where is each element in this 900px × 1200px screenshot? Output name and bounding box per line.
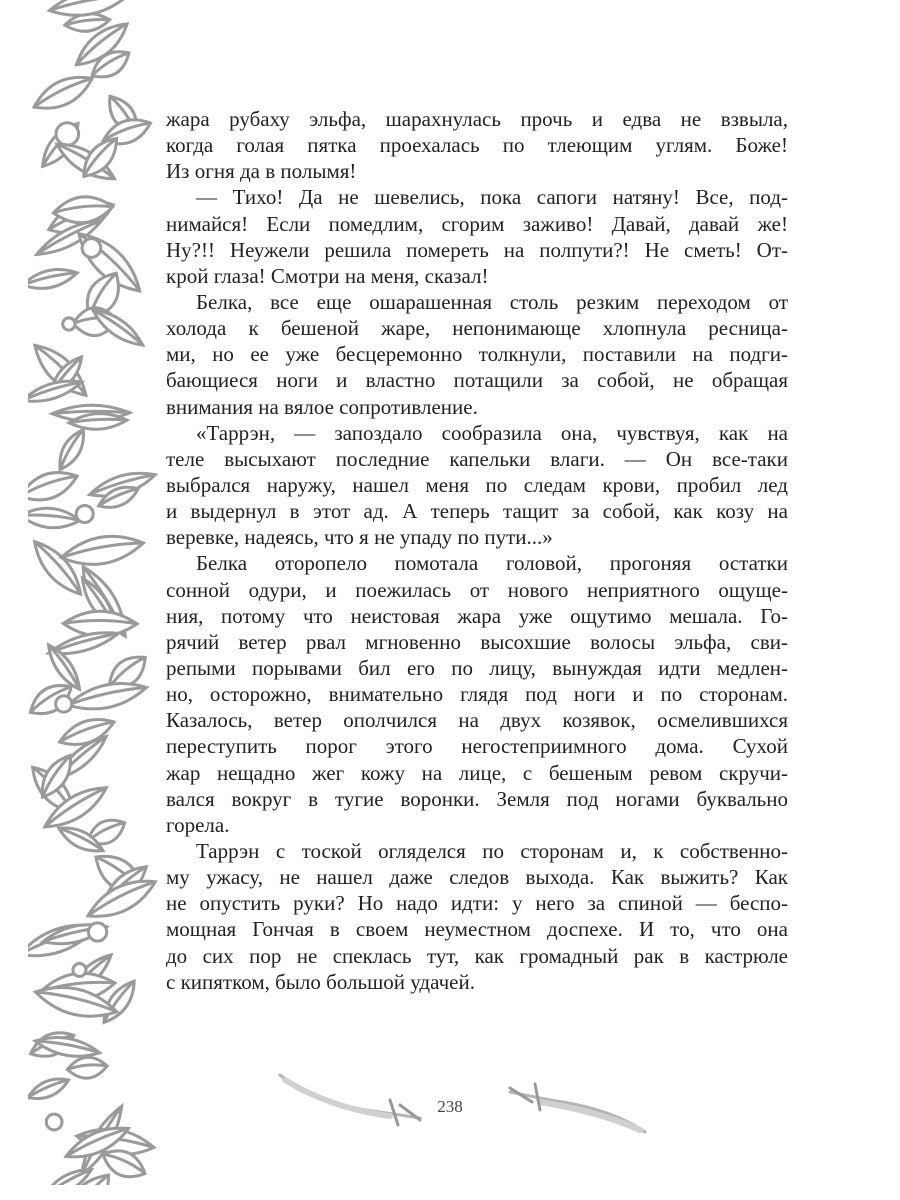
leaf-icon bbox=[59, 530, 146, 571]
text-line: внимания на вялое сопротивление. bbox=[166, 394, 478, 419]
text-line: Ну?!! Неужели решила помереть на полпути?! Не сметь! От- bbox=[166, 237, 788, 262]
text-line: сонной одури, и поежилась от нового неприятного ощуще- bbox=[166, 577, 788, 602]
text-line: ния, потому что неистовая жара уже ощутимо мешала. Го- bbox=[166, 603, 788, 628]
text-line: холода к бешеной жаре, непонимающе хлопнула ресница- bbox=[166, 316, 788, 341]
text-line: ми, но ее уже бесцеремонно толкнули, поставили на подги- bbox=[166, 342, 788, 367]
text-line: репыми порывами бил его по лицу, вынуждая идти медлен- bbox=[166, 655, 788, 680]
text-line: Белка оторопело помотала головой, прогоняя остатки bbox=[196, 551, 788, 576]
text-line: Казалось, ветер ополчился на двух козявок, осмелившихся bbox=[166, 708, 788, 733]
text-line: Белка, все еще ошарашенная столь резким переходом от bbox=[196, 289, 788, 314]
text-line: жара рубаху эльфа, шарахнулась прочь и едва не взвыла, bbox=[166, 107, 788, 131]
leaf-icon bbox=[28, 506, 81, 530]
text-line: горела. bbox=[166, 812, 230, 837]
berry-icon bbox=[73, 963, 86, 976]
berry-icon bbox=[76, 505, 93, 522]
berry-icon bbox=[56, 696, 72, 712]
berry-icon bbox=[88, 923, 106, 941]
text-line: рячий ветер рвал мгновенно высохшие волосы эльфа, сви- bbox=[166, 629, 788, 654]
leaf-icon bbox=[66, 1056, 108, 1080]
text-line: теле высыхают последние капельки влаги. — Он все-таки bbox=[166, 446, 788, 471]
berry-icon bbox=[56, 123, 79, 146]
floral-border-ornament bbox=[28, 0, 158, 1185]
page-number: 238 bbox=[437, 1097, 463, 1116]
text-line: выбрался наружу, нашел меня по следам крови, пробил лед bbox=[166, 472, 788, 497]
text-line: Таррэн с тоской огляделся по сторонам и, к собственно- bbox=[196, 838, 788, 863]
text-line: му ужасу, не нашел даже следов выхода. Как выжить? Как bbox=[166, 865, 788, 890]
text-line: переступить порог этого негостеприимного дома. Сухой bbox=[166, 734, 788, 759]
leaf-icon bbox=[28, 465, 81, 508]
text-line: и выдернул в этот ад. А теперь тащит за собой, как козу на bbox=[166, 499, 788, 524]
berry-icon bbox=[63, 318, 75, 330]
text-line: нимайся! Если помедлим, сгорим заживо! Давай, давай же! bbox=[166, 211, 788, 236]
text-line: мощная Гончая в своем неуместном доспехе. И то, что она bbox=[166, 917, 788, 942]
text-line: — Тихо! Да не шевелись, пока сапоги натяну! Все, под- bbox=[196, 185, 788, 210]
text-line: не опустить руки? Но надо идти: у него за спиной — беспо- bbox=[166, 891, 788, 916]
text-line: веревке, надеясь, что я не упаду по пути...» bbox=[166, 525, 553, 550]
text-line: с кипятком, было большой удачей. bbox=[166, 969, 475, 994]
text-line: до сих пор не спеклась тут, как громадный рак в кастрюле bbox=[166, 943, 788, 968]
leaf-icon bbox=[28, 264, 79, 293]
text-line: бающиеся ноги и властно потащили за собой, не обращая bbox=[166, 368, 788, 393]
leaf-icon bbox=[53, 426, 90, 474]
text-line: крой глаза! Смотри на меня, сказал! bbox=[166, 263, 489, 288]
text-line: когда голая пятка проехалась по тлеющим углям. Боже! bbox=[166, 133, 788, 158]
book-text bbox=[166, 106, 788, 995]
text-line: но, осторожно, внимательно глядя под ноги и по сторонам. bbox=[166, 682, 788, 707]
text-line: «Таррэн, — запоздало сообразила она, чувствуя, как на bbox=[196, 420, 788, 445]
text-line: Из огня да в полымя! bbox=[166, 159, 357, 184]
text-line: жар нещадно жег кожу на лице, с бешеным ревом скручи- bbox=[166, 760, 788, 785]
leaf-icon bbox=[29, 68, 97, 118]
text-line: вался вокруг в тугие воронки. Земля под ногами буквально bbox=[166, 786, 788, 811]
berry-icon bbox=[82, 239, 101, 258]
